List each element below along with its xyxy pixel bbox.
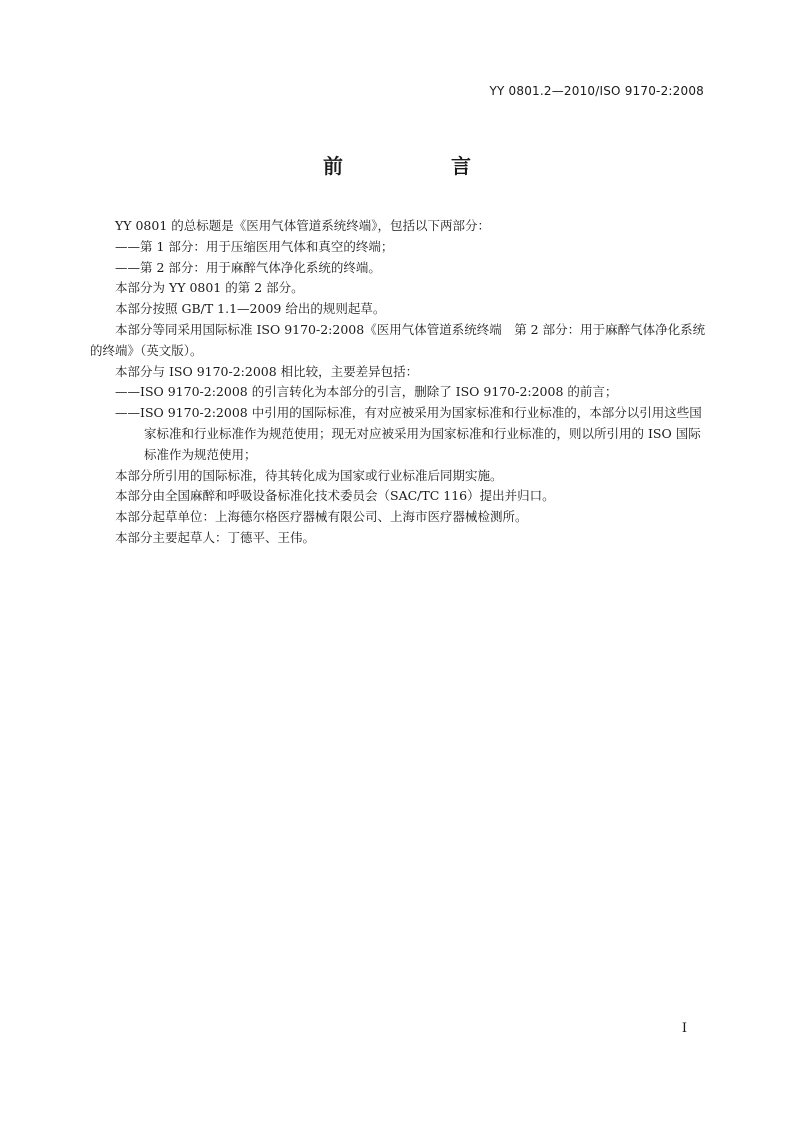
document-number-header: YY 0801.2—2010/ISO 9170-2:2008 <box>489 84 704 98</box>
paragraph-part-statement: 本部分为 YY 0801 的第 2 部分。 <box>115 280 304 296</box>
list-item-difference-2: ——ISO 9170-2:2008 中引用的国际标准，有对应被采用为国家标准和行业标准的，本部分以引用这些国家标准和行业标准作为规范使用；现无对应被采用为国家标准和行业标准的，则以所引用的 ISO 国际标准作为规范使用； <box>115 405 702 462</box>
paragraph-differences-intro: 本部分与 ISO 9170-2:2008 相比较，主要差异包括： <box>115 363 419 379</box>
paragraph-drafting-units: 本部分起草单位：上海德尔格医疗器械有限公司、上海市医疗器械检测所。 <box>115 509 528 525</box>
page-title: 前 言 <box>323 154 515 178</box>
paragraph-implementation: 本部分所引用的国际标准，待其转化成为国家或行业标准后同期实施。 <box>115 467 503 483</box>
paragraph-drafting-rules: 本部分按照 GB/T 1.1—2009 给出的规则起草。 <box>115 301 386 317</box>
page-number: I <box>681 1021 687 1036</box>
list-item-part-1: ——第 1 部分：用于压缩医用气体和真空的终端； <box>115 238 394 254</box>
list-item-difference-1: ——ISO 9170-2:2008 的引言转化为本部分的引言，删除了 ISO 9170-2:2008 的前言； <box>115 384 618 400</box>
list-item-part-2: ——第 2 部分：用于麻醉气体净化系统的终端。 <box>115 259 381 275</box>
foreword-body <box>90 216 706 549</box>
paragraph-drafters: 本部分主要起草人：丁德平、王伟。 <box>115 529 316 545</box>
paragraph-proposer: 本部分由全国麻醉和呼吸设备标准化技术委员会（SAC/TC 116）提出并归口。 <box>115 488 555 504</box>
paragraph-equivalence: 本部分等同采用国际标准 ISO 9170-2:2008《医用气体管道系统终端 第 2 部分：用于麻醉气体净化系统的终端》（英文版）。 <box>90 321 706 358</box>
paragraph-general-title: YY 0801 的总标题是《医用气体管道系统终端》，包括以下两部分： <box>115 218 491 233</box>
